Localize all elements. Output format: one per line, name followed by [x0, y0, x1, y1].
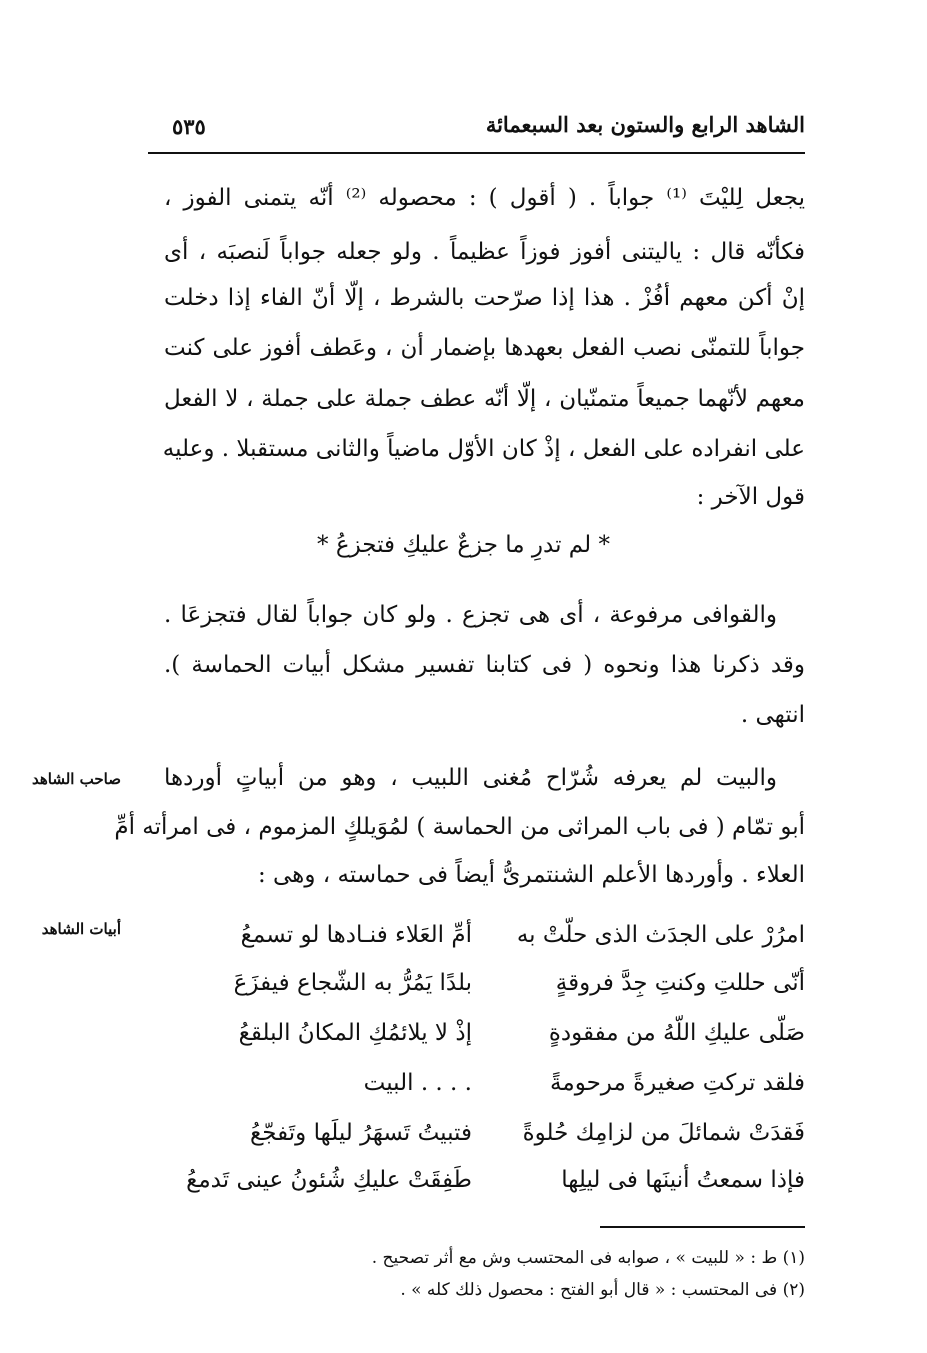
verse-second-hemistich: أمِّ العَلاء فنـادها لو تسمعُ	[240, 922, 472, 948]
verse-first-hemistich: صَلّى عليكِ اللّهُ من مفقودةٍ	[548, 1020, 805, 1046]
paragraph-line: والبيت لم يعرفه شُرّاح مُغنى اللبيب ، وهو من أبياتٍ أوردها	[164, 765, 777, 791]
body-line: يجعل لِليْتَ ⁽¹⁾ جواباً . ( أقول ) : محصوله ⁽²⁾ أنّه يتمنى الفوز ،	[164, 185, 805, 211]
verse-second-hemistich: . . . . البيت	[363, 1070, 472, 1096]
footnote-rule	[600, 1226, 805, 1228]
verse-second-hemistich: طَفِقَتْ عليكِ شُئونُ عينى تَدمعُ	[186, 1167, 472, 1193]
body-line: جواباً للتمنّى نصب الفعل بعهدها بإضمار أن ، وعَطف أفوز على كنت	[164, 335, 805, 361]
verse-first-hemistich: فَقدَتْ شمائلَ من لزامِك حُلوةً	[522, 1120, 805, 1146]
paragraph-line: وقد ذكرنا هذا ونحوه ( فى كتابنا تفسير مشكل أبيات الحماسة ).	[164, 652, 805, 678]
header-rule	[148, 152, 805, 154]
verse-second-hemistich: فتبيتُ تَسهَرُ ليلَها وتَفجّعُ	[250, 1120, 472, 1146]
verse-first-hemistich: فلقد تركتِ صغيرةً مرحومةً	[550, 1070, 805, 1096]
quoted-verse: * لم تدرِ ما جزعٌ عليكِ فتجزعُ *	[317, 532, 610, 558]
verse-first-hemistich: امرُرْ على الجدَث الذى حلّتْ به	[516, 922, 805, 948]
verse-first-hemistich: فإذا سمعتُ أنينَها فى ليلِها	[561, 1167, 805, 1193]
running-header-title: الشاهد الرابع والستون بعد السبعمائة	[485, 112, 805, 137]
verse-second-hemistich: إذْ لا يلائمُكِ المكانُ البلقعُ	[238, 1020, 472, 1046]
footnote: (١) ط : « للبيت » ، صوابه فى المحتسب وش مع أثر تصحيح .	[371, 1248, 805, 1268]
paragraph-line: انتهى .	[740, 702, 805, 728]
body-line: معهم لأنّهما جميعاً متمنّيان ، إلّا أنّه عطف جملة على جملة ، لا الفعل	[164, 386, 805, 412]
margin-note-verses: أبيات الشاهد	[41, 920, 121, 938]
paragraph-line: أبو تمّام ( فى باب المراثى من الحماسة ) لمُوَيلكٍ المزموم ، فى امرأته أمِّ	[114, 814, 805, 840]
page-number: ٥٣٥	[172, 114, 206, 139]
body-line: قول الآخر :	[696, 484, 805, 510]
body-line: فكأنّه قال : ياليتنى أفوز فوزاً عظيماً . ولو جعله جواباً لَنصبَه ، أى	[164, 239, 805, 265]
footnote: (٢) فى المحتسب : « قال أبو الفتح : محصول ذلك كله » .	[400, 1280, 805, 1300]
body-line: إنْ أكن معهم أفُزْ . هذا إذا صرّحت بالشرط ، إلّا أنّ الفاء إذا دخلت	[164, 285, 805, 311]
verse-second-hemistich: بلدًا يَمُرُّ به الشّجاع فيفزَعَ	[233, 970, 472, 996]
margin-note-author: صاحب الشاهد	[31, 770, 121, 788]
paragraph-line: العلاء . وأوردها الأعلم الشنتمرىُّ أيضاً فى حماسته ، وهى :	[257, 862, 805, 888]
body-line: على انفراده على الفعل ، إذْ كان الأوّل ماضياً والثانى مستقبلا . وعليه	[162, 436, 805, 462]
verse-first-hemistich: أنّى حللتِ وكنتِ جِدَّ فروقةٍ	[555, 970, 805, 996]
paragraph-line: والقوافى مرفوعة ، أى هى تجزع . ولو كان جواباً لقال فتجزعَا .	[164, 602, 777, 628]
